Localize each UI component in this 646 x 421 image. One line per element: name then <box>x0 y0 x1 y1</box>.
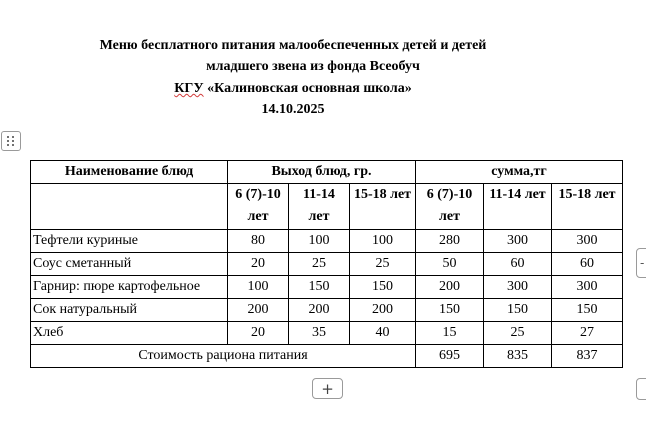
sum-age-3: 15-18 лет <box>552 184 623 230</box>
yield-value: 20 <box>228 322 289 345</box>
dish-name: Гарнир: пюре картофельное <box>31 276 228 299</box>
title-line-2: младшего звена из фонда Всеобуч <box>206 59 420 74</box>
sum-age-2: 11-14 лет <box>484 184 552 230</box>
table-subheader-row <box>31 184 623 230</box>
title-line-3 <box>0 78 616 99</box>
yield-value: 25 <box>289 253 350 276</box>
yield-value: 25 <box>350 253 416 276</box>
total-sum: 695 <box>416 345 484 368</box>
dish-name: Соус сметанный <box>31 253 228 276</box>
add-row-button[interactable]: + <box>312 378 343 399</box>
sum-value: 300 <box>552 276 623 299</box>
menu-table <box>30 160 623 368</box>
sum-value: 25 <box>484 322 552 345</box>
sum-value: 15 <box>416 322 484 345</box>
total-sum: 835 <box>484 345 552 368</box>
sum-value: 150 <box>416 299 484 322</box>
sum-value: 280 <box>416 230 484 253</box>
yield-value: 200 <box>289 299 350 322</box>
sum-value: 200 <box>416 276 484 299</box>
org-abbreviation: КГУ <box>174 81 204 96</box>
sum-value: 60 <box>484 253 552 276</box>
table-row <box>31 230 623 253</box>
sum-value: 300 <box>484 230 552 253</box>
sum-value: 60 <box>552 253 623 276</box>
yield-value: 40 <box>350 322 416 345</box>
total-sum: 837 <box>552 345 623 368</box>
header-dish: Наименование блюд <box>31 161 228 184</box>
table-row <box>31 322 623 345</box>
yield-value: 150 <box>350 276 416 299</box>
table-row <box>31 253 623 276</box>
sum-value: 150 <box>484 299 552 322</box>
total-label: Стоимость рациона питания <box>31 345 416 368</box>
sum-value: 50 <box>416 253 484 276</box>
dish-name: Хлеб <box>31 322 228 345</box>
add-column-button[interactable]: - <box>636 248 646 278</box>
title-line-1: Меню бесплатного питания малообеспеченных детей и детей <box>99 38 487 53</box>
yield-value: 200 <box>350 299 416 322</box>
table-move-handle-icon[interactable] <box>1 131 21 151</box>
yield-value: 20 <box>228 253 289 276</box>
sum-value: 150 <box>552 299 623 322</box>
yield-age-1: 6 (7)-10 лет <box>228 184 289 230</box>
yield-age-3: 15-18 лет <box>350 184 416 230</box>
table-row <box>31 276 623 299</box>
school-name: «Калиновская основная школа» <box>203 81 412 96</box>
sum-value: 27 <box>552 322 623 345</box>
yield-age-2: 11-14 лет <box>289 184 350 230</box>
sum-age-1: 6 (7)-10 лет <box>416 184 484 230</box>
dish-name: Тефтели куриные <box>31 230 228 253</box>
table-row <box>31 299 623 322</box>
table-header-row <box>31 161 623 184</box>
dish-name: Сок натуральный <box>31 299 228 322</box>
yield-value: 35 <box>289 322 350 345</box>
menu-date: 14.10.2025 <box>261 102 325 117</box>
yield-value: 100 <box>350 230 416 253</box>
sum-value: 300 <box>484 276 552 299</box>
yield-value: 100 <box>289 230 350 253</box>
header-sum: сумма,тг <box>416 161 623 184</box>
table-resize-handle[interactable] <box>636 378 646 400</box>
yield-value: 200 <box>228 299 289 322</box>
yield-value: 150 <box>289 276 350 299</box>
total-row <box>31 345 623 368</box>
header-empty <box>31 184 228 230</box>
yield-value: 80 <box>228 230 289 253</box>
header-yield: Выход блюд, гр. <box>228 161 416 184</box>
sum-value: 300 <box>552 230 623 253</box>
yield-value: 100 <box>228 276 289 299</box>
